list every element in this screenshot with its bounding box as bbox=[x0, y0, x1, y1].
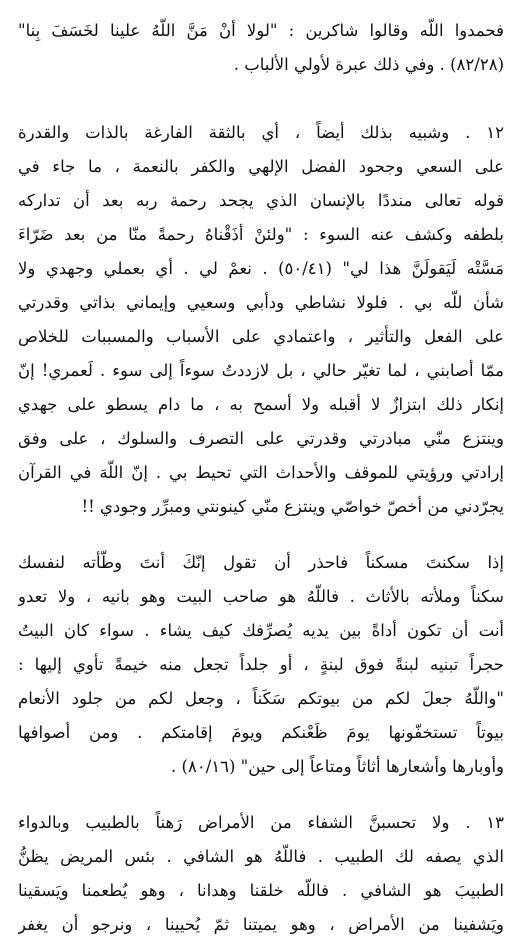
text-line: ١٢ . وشبيه بذلك أيضاً ، أي بالثقة الفارغة بالذات والقدرة bbox=[18, 123, 504, 142]
paragraph-dwelling bbox=[18, 546, 504, 784]
text-line: سكناً وملأته بالأثاث . فاللّهُ هو صاحب البيت وهو بانيه ، ولا تعدو bbox=[18, 587, 504, 606]
paragraph-spacer bbox=[18, 784, 504, 806]
text-line: الطبيبَ هو الشافي . فاللّه خلقنا وهدانا ، وهو يُطعمنا ويَسقينا bbox=[18, 881, 504, 900]
text-line: وأوبارها وأشعارها أثاثاً ومتاعاً إلى حين" (٨٠/١٦) . bbox=[171, 757, 504, 776]
text-line: "واللّهُ جعلَ لكم من بيوتكم سَكَناً ، وجعل لكم من جلود الأنعام bbox=[18, 689, 504, 708]
text-line: مَسَّتْه لَيَقولَنَّ هذا لي" (٥٠/٤١) . نعمْ لي . أي بعملي وجهدي ولا bbox=[18, 259, 504, 278]
text-line: شأن للّه بي . فلولا نشاطي ودأبي وسعيي وإيماني بذاتي وقدرتي bbox=[18, 293, 504, 312]
text-line: (٨٢/٢٨) . وفي ذلك عبرة لأولي الألباب . bbox=[233, 55, 504, 74]
text-line: أنت أن تكون أداةً بين يديه يُصرِّفك كيف يشاء . سواء كان البيتُ bbox=[18, 621, 504, 640]
text-line: وينتزع منّي مبادرتي وقدرتي على التصرف والسلوك ، على وفق bbox=[18, 429, 504, 448]
paragraph-12 bbox=[18, 116, 504, 524]
text-line: على الفعل والتأثير ، واعتمادي على الأسباب والمسببات للخلاص bbox=[18, 327, 504, 346]
text-line: حجراً تبنيه لبنةً فوق لبنةٍ ، أو جلداً تجعل منه خيمةً تأوي إليها : bbox=[18, 655, 504, 674]
text-line: فحمدوا اللّه وقالوا شاكرين : "لولا أنْ مَنَّ اللّهُ علينا لخَسَفَ بِنا" bbox=[18, 21, 504, 40]
text-line: إرادتي ورؤيتي للموقف والأحداث التي تحيط بي . إنّ اللّهَ في القرآن bbox=[18, 463, 504, 482]
paragraph-spacer bbox=[18, 524, 504, 546]
text-line: ممّا أصابني ، لما تغيّر حالي ، بل لازددتُ سوءاً إلى سوء . لَعمري! إنّ bbox=[18, 361, 504, 380]
text-line: الذي يصفه لك الطبيب . فاللّهُ هو الشافي . بئس المريض يظنُّ bbox=[18, 847, 504, 866]
text-line: ويَشفينا من الأمراض ، وهو يميتنا ثمّ يُحيينا ، ونرجو أن يغفر bbox=[18, 915, 504, 934]
paragraph-intro bbox=[18, 14, 504, 82]
text-line: قوله تعالى منددًا بالإنسان الذي يجحد رحمة ربه بعد أن تداركه bbox=[18, 191, 504, 210]
paragraph-spacer bbox=[18, 82, 504, 116]
text-line: إنكار ذلك ابتزازٌ لا أقبله ولا أسمح به ، ما دام يسطو على جهدي bbox=[18, 395, 504, 414]
text-line: بلطفه وكشف عنه السوء : "ولئنْ أذَقْناهُ رحمةً منّا من بعد ضَرّاءَ bbox=[18, 225, 504, 244]
text-line: بيوتاً تستخفّونها يومَ ظَعْنكم ويومَ إقامتكم . ومن أصوافها bbox=[18, 723, 504, 742]
text-line: إذا سكنتَ مسكناً فاحذر أن تقول إنّكَ أنتَ وطّأته لنفسك bbox=[18, 553, 504, 572]
text-line: ١٣ . ولا تحسبنَّ الشفاء من الأمراض رَهناً بالطبيب وبالدواء bbox=[18, 813, 504, 832]
text-line: يجرّدني من أخصّ خواصّي وينتزع منّي كينونتي ومبرِّر وجودي !! bbox=[81, 497, 504, 516]
text-line: على السعي وجحود الفضل الإلهي والكفر بالنعمة ، ما جاء في bbox=[18, 157, 504, 176]
paragraph-13 bbox=[18, 806, 504, 942]
